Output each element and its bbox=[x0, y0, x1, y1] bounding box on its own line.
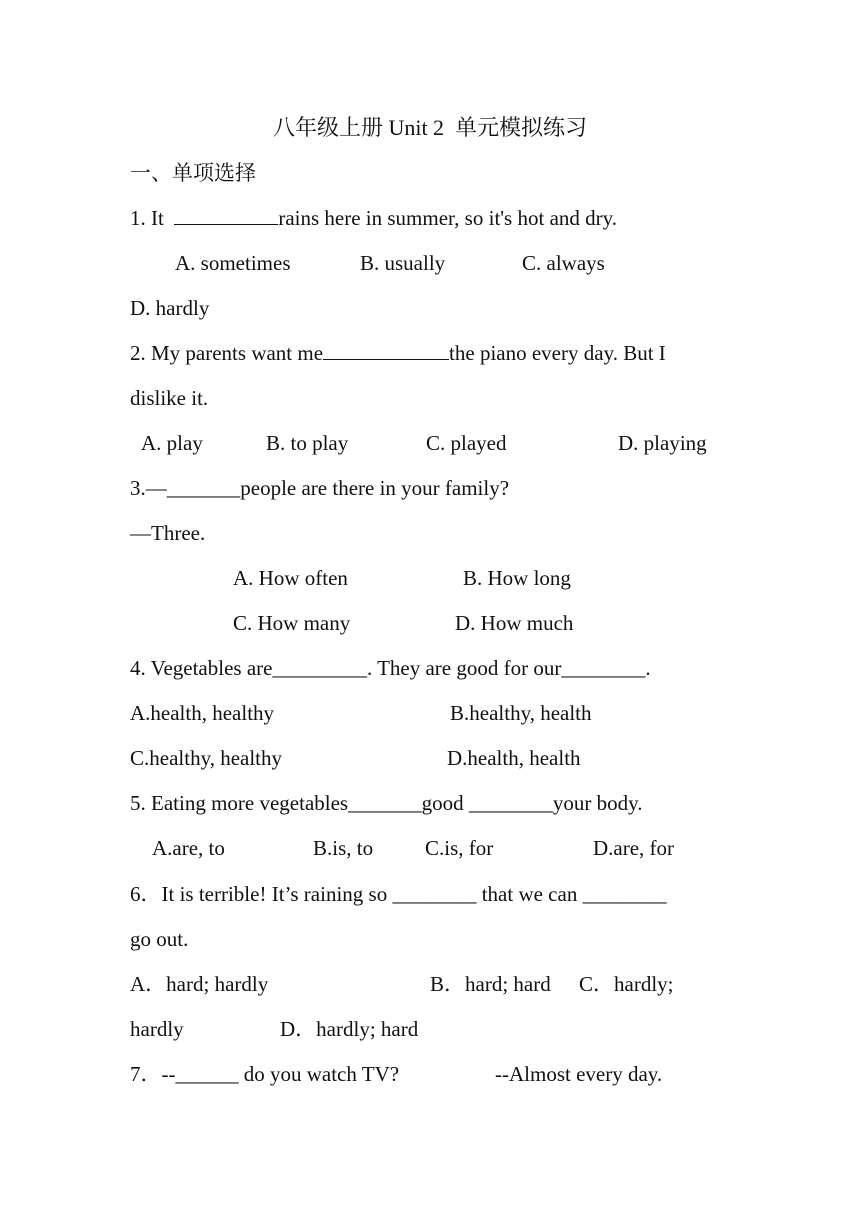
question-6-option-a: A．hard; hardly bbox=[130, 972, 269, 996]
question-3-option-d: D. How much bbox=[455, 611, 574, 635]
question-4-option-d: D.health, health bbox=[447, 746, 581, 770]
question-5-option-a: A.are, to bbox=[152, 836, 225, 860]
question-3-option-c: C. How many bbox=[233, 611, 351, 635]
question-6-stem-continued: go out. bbox=[130, 927, 189, 951]
section-heading: 一、单项选择 bbox=[130, 161, 256, 185]
question-7-stem: 7．--______ do you watch TV? bbox=[130, 1062, 400, 1086]
question-2-option-d: D. playing bbox=[618, 431, 707, 455]
answer-blank bbox=[323, 341, 449, 360]
question-2-stem bbox=[130, 341, 666, 365]
question-5-option-c: C.is, for bbox=[425, 836, 494, 860]
question-6-option-c: C．hardly; bbox=[579, 972, 674, 996]
question-1-prefix: 1. It bbox=[130, 206, 175, 230]
question-4-option-c: C.healthy, healthy bbox=[130, 746, 283, 770]
question-1-option-b: B. usually bbox=[360, 251, 446, 275]
question-2-option-b: B. to play bbox=[266, 431, 349, 455]
question-2-prefix: 2. My parents want me bbox=[130, 341, 324, 365]
question-3-option-b: B. How long bbox=[463, 566, 571, 590]
question-3-option-a: A. How often bbox=[233, 566, 348, 590]
question-6-option-d: D．hardly; hard bbox=[280, 1017, 419, 1041]
question-2-stem-continued: dislike it. bbox=[130, 386, 209, 410]
question-2-option-a: A. play bbox=[141, 431, 203, 455]
answer-blank bbox=[174, 206, 278, 225]
question-6-option-b: B．hard; hard bbox=[430, 972, 551, 996]
question-5-stem: 5. Eating more vegetables_______good ________your body. bbox=[130, 791, 643, 815]
question-3-answer: —Three. bbox=[130, 521, 206, 545]
question-6-stem: 6．It is terrible! It’s raining so ________ that we can ________ bbox=[130, 882, 667, 906]
question-2-suffix: the piano every day. But I bbox=[449, 341, 666, 365]
question-4-stem: 4. Vegetables are_________. They are good for our________. bbox=[130, 656, 651, 680]
question-5-option-b: B.is, to bbox=[313, 836, 374, 860]
question-4-option-a: A.health, healthy bbox=[130, 701, 275, 725]
question-7-answer: --Almost every day. bbox=[495, 1062, 663, 1086]
question-1-option-a: A. sometimes bbox=[175, 251, 291, 275]
question-6-option-c-continued: hardly bbox=[130, 1017, 184, 1041]
page-title: 八年级上册 Unit 2 单元模拟练习 bbox=[272, 115, 588, 140]
question-2-option-c: C. played bbox=[426, 431, 507, 455]
question-1-option-c: C. always bbox=[522, 251, 605, 275]
question-5-option-d: D.are, for bbox=[593, 836, 675, 860]
question-4-option-b: B.healthy, health bbox=[450, 701, 592, 725]
question-1-stem bbox=[130, 206, 617, 230]
question-3-stem: 3.—_______people are there in your family? bbox=[130, 476, 510, 500]
question-1-suffix: rains here in summer, so it's hot and dry. bbox=[278, 206, 618, 230]
question-1-option-d: D. hardly bbox=[130, 296, 210, 320]
